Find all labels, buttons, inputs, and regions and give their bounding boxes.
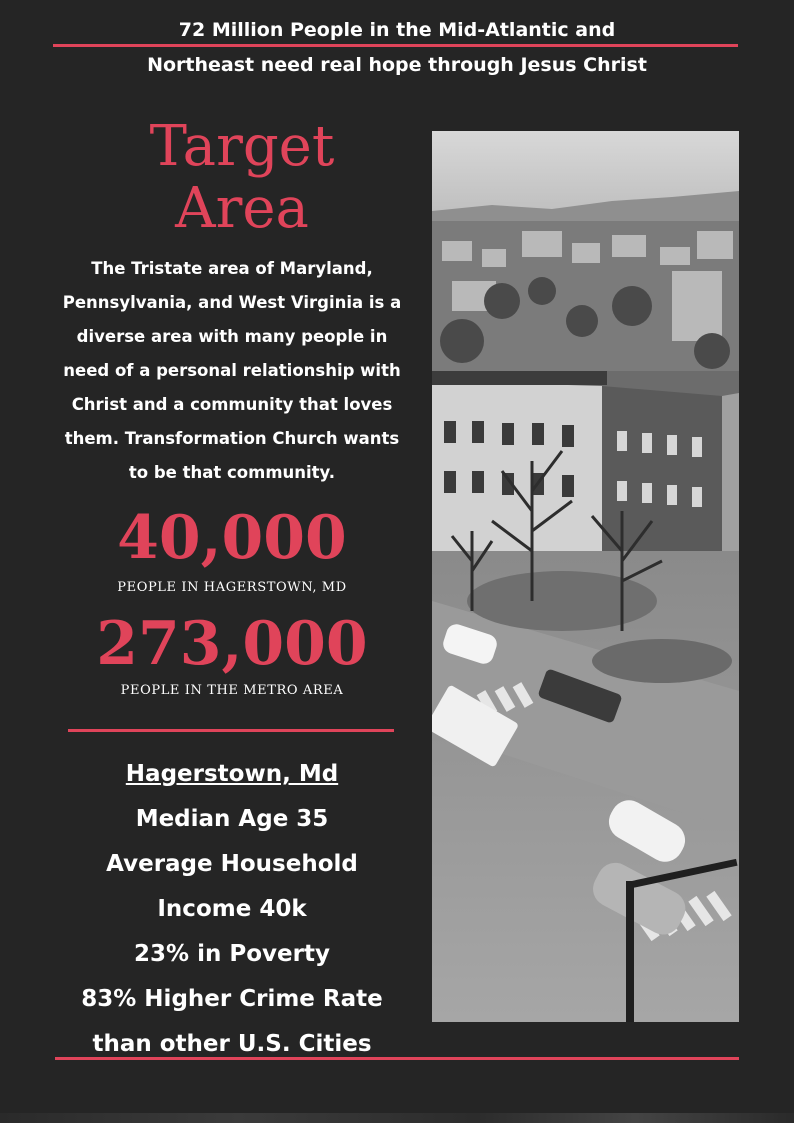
stat-caption-metro: PEOPLE IN THE METRO AREA [120, 683, 344, 698]
city-stats-heading-text: Hagerstown, Md [125, 761, 339, 787]
header-line-2: Northeast need real hope through Jesus Christ [147, 54, 647, 76]
stat-line-income-2: Income 40k [157, 896, 307, 922]
stat-line-poverty: 23% in Poverty [134, 941, 330, 967]
bottom-divider [55, 1057, 739, 1060]
top-divider [53, 44, 738, 47]
stat-line-income-1: Average Household [106, 851, 358, 877]
stat-number-hagerstown: 40,000 [117, 503, 347, 573]
page-title-line-1: Target [149, 114, 335, 179]
stat-line-crime-2: than other U.S. Cities [92, 1031, 372, 1057]
stat-number-metro: 273,000 [96, 609, 368, 679]
bottom-edge-strip [0, 1113, 794, 1123]
city-intersection-photo [432, 131, 739, 1022]
intro-paragraph: The Tristate area of Maryland, Pennsylvania, and West Virginia is a diverse area with many people in need of a personal relationship with Christ and a community that loves them. Transformation Church wants to be that community. [62, 259, 402, 482]
city-stats-heading [42, 754, 422, 799]
stat-line-median-age: Median Age 35 [135, 806, 329, 832]
city-stats [42, 754, 422, 1069]
page-title-line-2: Area [175, 176, 309, 241]
middle-divider [68, 729, 394, 732]
stat-line-crime-1: 83% Higher Crime Rate [81, 986, 383, 1012]
header-line-1: 72 Million People in the Mid-Atlantic and [178, 19, 616, 41]
stat-caption-hagerstown: PEOPLE IN HAGERSTOWN, MD [117, 580, 347, 595]
